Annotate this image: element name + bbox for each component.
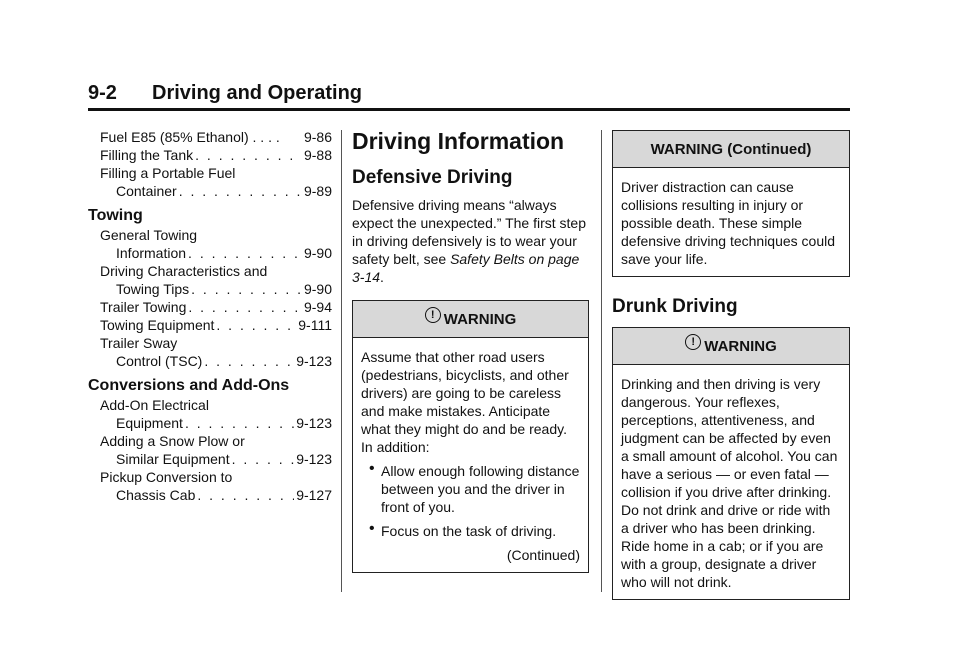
toc-entry-title: Filling a Portable Fuel bbox=[100, 165, 236, 181]
toc-page-number: 9-111 bbox=[298, 317, 332, 333]
warning-icon: ! bbox=[425, 307, 441, 323]
toc-page-number: 9-123 bbox=[296, 353, 332, 369]
toc-page-number: 9-90 bbox=[303, 245, 332, 261]
toc-entry[interactable] bbox=[88, 298, 332, 316]
toc-leader bbox=[188, 244, 302, 262]
toc-group-towing bbox=[88, 226, 332, 370]
toc-page-number: 9-89 bbox=[303, 183, 332, 199]
warning-box-drunk bbox=[612, 327, 850, 600]
defensive-driving-title: Defensive Driving bbox=[352, 167, 513, 188]
content-column-3 bbox=[612, 130, 850, 600]
toc-entry[interactable] bbox=[88, 164, 332, 200]
toc-entry[interactable] bbox=[88, 262, 332, 298]
toc-entry-title: General Towing bbox=[100, 227, 198, 243]
warning-box-defensive bbox=[352, 300, 589, 573]
continued-note: (Continued) bbox=[506, 547, 580, 563]
column-divider bbox=[341, 130, 342, 592]
toc-leader bbox=[191, 280, 302, 298]
toc-page-number: 9-127 bbox=[296, 487, 332, 503]
toc-leader bbox=[179, 182, 302, 200]
defensive-text: Defensive driving means “always expect the unexpected.” The first step in driving defensively is to wear your safety belt, see bbox=[352, 197, 586, 267]
toc-entry[interactable] bbox=[88, 396, 332, 432]
toc-entry-title: Container bbox=[116, 183, 177, 199]
toc-entry[interactable] bbox=[88, 468, 332, 504]
toc-entry[interactable] bbox=[88, 226, 332, 262]
warning-body bbox=[353, 338, 588, 572]
toc-page-number: 9-86 bbox=[303, 129, 332, 145]
toc-entry[interactable] bbox=[88, 128, 332, 146]
toc-heading-conversions: Conversions and Add-Ons bbox=[88, 377, 290, 394]
warning-icon: ! bbox=[685, 334, 701, 350]
page-number: 9-2 bbox=[88, 82, 117, 104]
toc-group-conversions bbox=[88, 396, 332, 504]
toc-entry-title: Chassis Cab bbox=[116, 487, 196, 503]
warning-header bbox=[353, 301, 588, 338]
toc-leader bbox=[232, 450, 295, 468]
toc-column bbox=[88, 128, 332, 504]
toc-entry-title: Add-On Electrical bbox=[100, 397, 209, 413]
toc-leader bbox=[204, 352, 294, 370]
warning-box-continued bbox=[612, 130, 850, 277]
warning-intro: Assume that other road users (pedestrians, bicyclists, and other drivers) are going to be careless and make mistakes. Anticipate what they might do and be ready. In addition: bbox=[361, 349, 569, 455]
toc-entry-title: Information bbox=[116, 245, 187, 261]
toc-entry-title: Control (TSC) bbox=[116, 353, 203, 369]
toc-group-fuel bbox=[88, 128, 332, 200]
toc-entry-title: Pickup Conversion to bbox=[100, 469, 233, 485]
toc-entry-title: Towing Equipment bbox=[100, 317, 215, 333]
page-header bbox=[88, 80, 850, 111]
main-title: Driving Information bbox=[352, 128, 565, 154]
content-column-2 bbox=[352, 126, 589, 573]
defensive-driving-text bbox=[352, 196, 589, 286]
toc-leader bbox=[188, 298, 302, 316]
toc-entry[interactable] bbox=[88, 334, 332, 370]
defensive-end: . bbox=[380, 269, 384, 285]
toc-page-number: 9-88 bbox=[303, 147, 332, 163]
toc-page-number: 9-94 bbox=[303, 299, 332, 315]
toc-entry[interactable] bbox=[88, 432, 332, 468]
warning-body: Drinking and then driving is very dangerous. Your reflexes, perceptions, attentiveness, and judgment can be affected by even a small amount of alcohol. You can have a serious — or even fatal — collision if you drive after drinking. Do not drink and drive or ride with a driver who has been drinking. Ride home in a cab; or if you are with a group, designate a driver who will not drink. bbox=[621, 376, 838, 590]
bullet-item: • Allow enough following distance between you and the driver in front of you. bbox=[381, 462, 580, 516]
column-divider bbox=[601, 130, 602, 592]
safety-belts-link[interactable]: Safety Belts on page 3-14 bbox=[352, 251, 580, 285]
toc-entry-title: Similar Equipment bbox=[116, 451, 230, 467]
toc-page-number: 9-123 bbox=[296, 415, 332, 431]
section-title: Driving and Operating bbox=[152, 82, 363, 104]
toc-entry-title: Towing Tips bbox=[116, 281, 190, 297]
warning-label: WARNING bbox=[704, 337, 777, 355]
toc-entry-title: Filling the Tank bbox=[100, 147, 194, 163]
toc-leader bbox=[197, 486, 294, 504]
warning-label: WARNING bbox=[443, 310, 517, 328]
toc-entry[interactable] bbox=[88, 146, 332, 164]
bullet-item: • Focus on the task of driving. bbox=[381, 522, 580, 540]
toc-entry[interactable] bbox=[88, 316, 332, 334]
warning-bullets bbox=[361, 462, 580, 540]
toc-entry-title: Equipment bbox=[116, 415, 183, 431]
toc-entry-title: Adding a Snow Plow or bbox=[100, 433, 245, 449]
warning-continued-body: Driver distraction can cause collisions resulting in injury or possible death. These simple defensive driving techniques could save your life. bbox=[621, 179, 836, 267]
toc-entry-title: Driving Characteristics and bbox=[100, 263, 268, 279]
warning-header bbox=[613, 328, 849, 365]
toc-heading-towing: Towing bbox=[88, 207, 143, 224]
drunk-driving-title: Drunk Driving bbox=[612, 296, 738, 317]
toc-leader bbox=[185, 414, 294, 432]
warning-continued-header: WARNING (Continued) bbox=[613, 131, 849, 168]
toc-leader bbox=[216, 316, 296, 334]
toc-page-number: 9-90 bbox=[303, 281, 332, 297]
toc-page-number: 9-123 bbox=[296, 451, 332, 467]
toc-entry-title: Trailer Sway bbox=[100, 335, 178, 351]
toc-entry-title: Trailer Towing bbox=[100, 299, 187, 315]
toc-entry-title: Fuel E85 (85% Ethanol) . . . . bbox=[100, 129, 280, 145]
toc-leader bbox=[195, 146, 302, 164]
